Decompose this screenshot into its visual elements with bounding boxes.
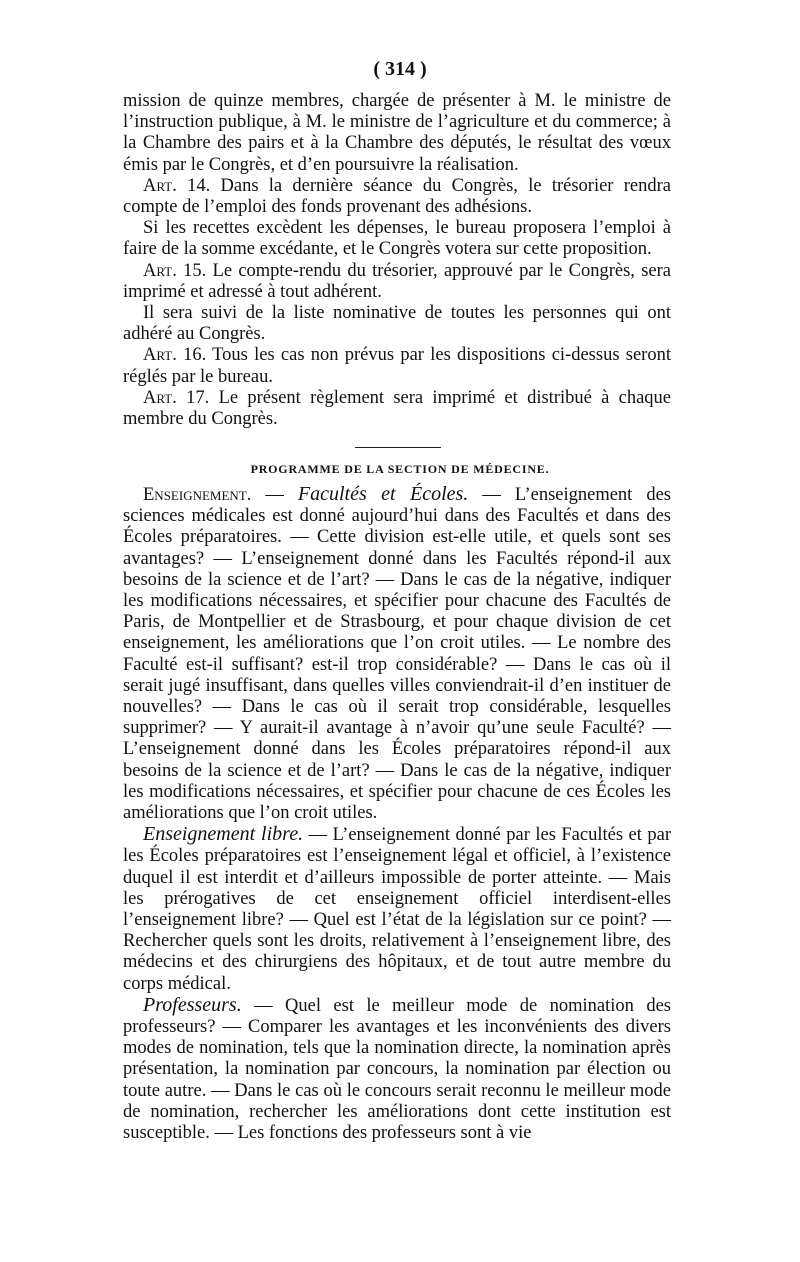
page-number: ( 314 ) — [373, 58, 427, 80]
enseignement-libre-title: Enseignement libre. — [143, 823, 304, 846]
article-17-label: Art. 17. — [143, 387, 210, 408]
enseignement-libre-text: — L’enseignement donné par les Facultés et par les Écoles préparatoires est l’enseignement légal et officiel, à l’existence duquel il est interdit et d’ailleurs impossible de porter atteinte. — Mais les prérogatives de cet enseignement officiel interdisent-elles l’enseignement libre? — Quel est l’état de la législation sur ce point? —Rechercher quels sont les droits, relativement à l’enseignement libre, des médecins et des chirurgiens des hôpitaux, et de tout autre membre du corps médical. — [123, 825, 671, 994]
paragraph-liste-nominative: Il sera suivi de la liste nominative de toutes les personnes qui ont adhéré au Congrès. — [123, 303, 671, 345]
professeurs-text: — Quel est le meilleur mode de nomination des professeurs? — Comparer les avantages et les inconvénients des divers modes de nomination, tels que la nomination directe, la nomination après présentation, la nomination par concours, la nomination par élection ou toute autre. — Dans le cas où le concours serait reconnu le meilleur mode de nomination, rechercher les améliorations dont cette institution est susceptible. — Les fonctions des professeurs sont à vie — [123, 995, 671, 1144]
programme-heading: PROGRAMME DE LA SECTION DE MÉDECINE. — [250, 462, 550, 476]
article-15 — [123, 261, 671, 303]
article-15-text: Le compte-rendu du trésorier, approuvé par le Congrès, sera imprimé et adressé à tout adhérent. — [123, 260, 671, 302]
enseignement-label: Enseignement. — [143, 485, 252, 505]
paragraph-recettes: Si les recettes excèdent les dépenses, le bureau proposera l’emploi à faire de la somme excédante, et le Congrès votera sur cette proposition. — [123, 218, 671, 260]
article-16-label: Art. 16. — [143, 345, 207, 366]
article-14-text: Dans la dernière séance du Congrès, le trésorier rendra compte de l’emploi des fonds provenant des adhésions. — [123, 175, 671, 218]
article-16 — [123, 345, 671, 387]
paragraph-enseignement — [123, 484, 671, 824]
article-14 — [123, 176, 671, 218]
article-14-label: Art. 14. — [143, 175, 211, 196]
enseignement-text: — L’enseignement des sciences médicales est donné aujourd’hui dans des Facultés et dans des Écoles préparatoires. — Cette division est-elle utile, et quels sont ses avantages? — L’enseignement donné dans les Facultés répond-il aux besoins de la science et de l’art? — Dans le cas de la négative, indiquer les modifications nécessaires, et spécifier pour chacune des Facultés de Paris, de Montpellier et de Strasbourg, et pour chaque division de cet enseignement, les améliorations que l’on croit utiles. — Le nombre des Faculté est-il suffisant? est-il trop considérable? — Dans le cas où il serait jugé insuffisant, dans quelles villes conviendrait-il d’en instituer de nouvelles? — Dans le cas où il serait trop considérable, lesquelles supprimer? — Y aurait-il avantage à n’avoir qu’une seule Faculté? — L’enseignement donné dans les Écoles préparatoires répond-il aux besoins de la science et de l’art? — Dans le cas de la négative, indiquer les modifications nécessaires, et spécifier pour chacune de ces Écoles les améliorations que l’on croit utiles. — [123, 485, 671, 824]
article-17 — [123, 388, 671, 430]
programme-section — [123, 484, 671, 1144]
facultes-ecoles-title: Facultés et Écoles. — [297, 483, 469, 505]
enseignement-dash: — — [251, 485, 298, 505]
article-17-text: Le présent règlement sera imprimé et distribué à chaque membre du Congrès. — [123, 387, 671, 430]
paragraph-enseignement-libre — [123, 824, 671, 995]
paragraph-mission: mission de quinze membres, chargée de présenter à M. le ministre de l’instruction publique, à M. le ministre de l’agriculture et du commerce; à la Chambre des pairs et à la Chambre des députés, le résultat des vœux émis par le Congrès, et d’en poursuivre la réalisation. — [123, 91, 671, 175]
professeurs-title: Professeurs. — [143, 993, 242, 1016]
article-15-label: Art. 15. — [143, 260, 207, 281]
paragraph-professeurs — [123, 995, 671, 1144]
section-divider — [355, 447, 441, 448]
article-16-text: Tous les cas non prévus par les dispositions ci-dessus seront réglés par le bureau. — [123, 345, 671, 387]
reglement-section — [123, 91, 671, 430]
